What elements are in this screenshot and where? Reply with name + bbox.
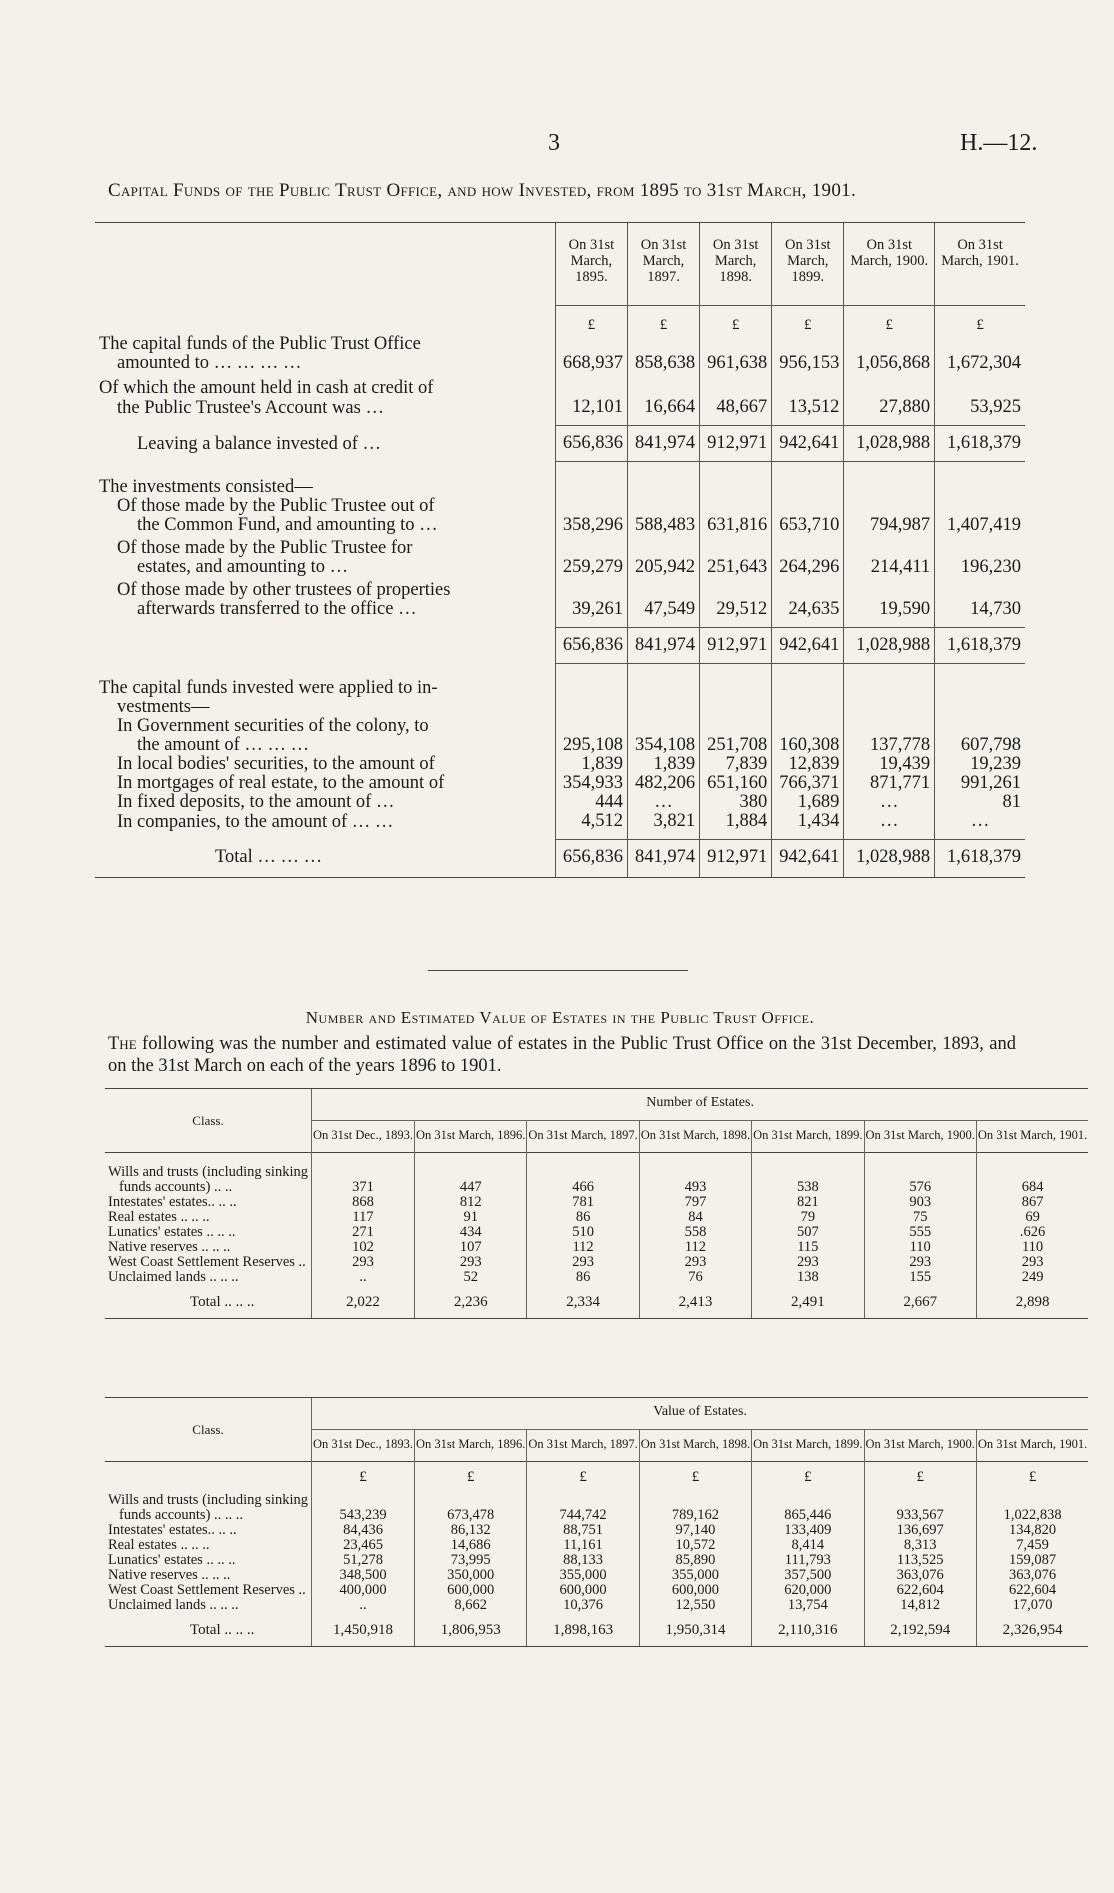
number-cell: 110 — [976, 1240, 1088, 1255]
balance-value: 1,618,379 — [935, 426, 1025, 462]
balance-value: 1,028,988 — [844, 426, 935, 462]
value-total: 1,950,314 — [639, 1613, 751, 1647]
class-label: Intestates' estates.. .. .. — [108, 1194, 237, 1210]
other-trustees-value: 14,730 — [935, 600, 1025, 628]
estates-title: Number and Estimated Value of Estates in the Public Trust Office. — [305, 1008, 815, 1027]
value-cell: 600,000 — [639, 1583, 751, 1598]
number-cell: 293 — [527, 1255, 639, 1270]
row-label: amounted to … … … … — [117, 353, 302, 373]
number-cell: 91 — [415, 1210, 527, 1225]
companies-value: 3,821 — [627, 812, 699, 840]
currency-symbol: £ — [752, 1462, 864, 1494]
number-cell: 555 — [864, 1225, 976, 1240]
number-cell: 249 — [976, 1270, 1088, 1285]
mortgages-value: 766,371 — [772, 774, 844, 793]
row-label: Leaving a balance invested of … — [137, 433, 381, 454]
common-fund-value: 1,407,419 — [935, 516, 1025, 535]
balance-value: 942,641 — [772, 426, 844, 462]
number-total: 2,236 — [415, 1285, 527, 1319]
value-cell: 1,022,838 — [976, 1508, 1088, 1523]
row-label: Of which the amount held in cash at credit of — [99, 378, 434, 398]
value-cell: 357,500 — [752, 1568, 864, 1583]
class-label: Lunatics' estates .. .. .. — [108, 1552, 236, 1568]
class-label: funds accounts) .. .. — [119, 1179, 233, 1195]
estates-value: 264,296 — [772, 558, 844, 577]
number-cell: 797 — [639, 1195, 751, 1210]
value-cell: 622,604 — [976, 1583, 1088, 1598]
page-number: 3 — [548, 130, 560, 156]
cash-value: 27,880 — [844, 398, 935, 426]
cash-value: 48,667 — [700, 398, 772, 426]
intro-text: following was the number and estimated value of estates in the Public Trust Office on the 31st December, 1893, and on the 31st March on each of the years 1896 to 1901. — [108, 1034, 1016, 1076]
total-value: 841,974 — [627, 840, 699, 878]
other-trustees-value: 29,512 — [700, 600, 772, 628]
capital-value: 668,937 — [555, 354, 627, 373]
value-cell: 23,465 — [312, 1538, 415, 1553]
value-total: 2,326,954 — [976, 1613, 1088, 1647]
column-header: On 31st Dec., 1893. — [312, 1430, 415, 1462]
number-cell: 75 — [864, 1210, 976, 1225]
cash-value: 12,101 — [555, 398, 627, 426]
number-cell: 79 — [752, 1210, 864, 1225]
value-total: 2,192,594 — [864, 1613, 976, 1647]
cash-value: 53,925 — [935, 398, 1025, 426]
number-cell: 538 — [752, 1180, 864, 1195]
estates-value: 251,643 — [700, 558, 772, 577]
local-bodies-value: 19,239 — [935, 755, 1025, 774]
mortgages-value: 651,160 — [700, 774, 772, 793]
value-cell: 348,500 — [312, 1568, 415, 1583]
column-header: On 31st March, 1900. — [864, 1121, 976, 1153]
number-total: 2,898 — [976, 1285, 1088, 1319]
class-label: Wills and trusts (including sinking — [108, 1164, 308, 1180]
government-securities-value: 251,708 — [700, 736, 772, 755]
value-cell: 111,793 — [752, 1553, 864, 1568]
number-cell: 510 — [527, 1225, 639, 1240]
column-header: On 31st March, 1895. — [555, 223, 627, 306]
number-cell: 271 — [312, 1225, 415, 1240]
value-cell: 14,812 — [864, 1598, 976, 1613]
capital-funds-title: Capital Funds of the Public Trust Office, and how Invested, from 1895 to 31st March, 1901. — [108, 180, 857, 201]
capital-value: 858,638 — [627, 354, 699, 373]
value-cell: 133,409 — [752, 1523, 864, 1538]
value-cell: 88,133 — [527, 1553, 639, 1568]
cash-value: 13,512 — [772, 398, 844, 426]
column-header: On 31st March, 1896. — [415, 1121, 527, 1153]
value-cell: 355,000 — [527, 1568, 639, 1583]
value-cell: 14,686 — [415, 1538, 527, 1553]
currency-symbol: £ — [700, 306, 772, 336]
class-label: Unclaimed lands .. .. .. — [108, 1597, 239, 1613]
number-of-estates-table — [105, 1088, 1088, 1319]
class-label: Intestates' estates.. .. .. — [108, 1522, 237, 1538]
total-value: 942,641 — [772, 840, 844, 878]
local-bodies-value: 7,839 — [700, 755, 772, 774]
companies-value: 4,512 — [555, 812, 627, 840]
value-cell: 88,751 — [527, 1523, 639, 1538]
class-label: Native reserves .. .. .. — [108, 1567, 231, 1583]
row-label: In mortgages of real estate, to the amount of — [117, 773, 445, 793]
value-cell: 865,446 — [752, 1508, 864, 1523]
number-cell: 868 — [312, 1195, 415, 1210]
table-row — [105, 1568, 1088, 1583]
class-label: Real estates .. .. .. — [108, 1537, 210, 1553]
fixed-deposits-value: … — [844, 793, 935, 812]
currency-symbol: £ — [935, 306, 1025, 336]
number-group-header: Number of Estates. — [312, 1089, 1089, 1121]
number-cell: 117 — [312, 1210, 415, 1225]
value-cell: 13,754 — [752, 1598, 864, 1613]
common-fund-value: 653,710 — [772, 516, 844, 535]
row-label: the amount of … … … — [137, 735, 310, 755]
balance-value: 656,836 — [555, 426, 627, 462]
value-cell: .. — [312, 1598, 415, 1613]
class-label: funds accounts) .. .. .. — [119, 1507, 244, 1523]
number-cell: 107 — [415, 1240, 527, 1255]
currency-symbol: £ — [627, 306, 699, 336]
number-total: 2,667 — [864, 1285, 976, 1319]
column-header: On 31st March, 1898. — [639, 1430, 751, 1462]
government-securities-value: 607,798 — [935, 736, 1025, 755]
table-row — [105, 1195, 1088, 1210]
value-cell: 10,572 — [639, 1538, 751, 1553]
number-cell: 115 — [752, 1240, 864, 1255]
value-cell: 8,662 — [415, 1598, 527, 1613]
value-cell: 134,820 — [976, 1523, 1088, 1538]
number-cell: 507 — [752, 1225, 864, 1240]
number-cell: 293 — [415, 1255, 527, 1270]
value-cell: 789,162 — [639, 1508, 751, 1523]
number-cell: 293 — [639, 1255, 751, 1270]
value-total: 1,806,953 — [415, 1613, 527, 1647]
common-fund-value: 631,816 — [700, 516, 772, 535]
total-value: 912,971 — [700, 840, 772, 878]
value-cell: 97,140 — [639, 1523, 751, 1538]
class-label: Real estates .. .. .. — [108, 1209, 210, 1225]
column-header: On 31st March, 1898. — [700, 223, 772, 306]
row-label: Of those made by the Public Trustee for — [117, 537, 413, 558]
value-cell: 363,076 — [864, 1568, 976, 1583]
local-bodies-value: 1,839 — [627, 755, 699, 774]
other-trustees-value: 39,261 — [555, 600, 627, 628]
total-label: Total .. .. .. — [105, 1613, 312, 1647]
class-header: Class. — [105, 1398, 312, 1462]
other-trustees-value: 24,635 — [772, 600, 844, 628]
row-label: The capital funds of the Public Trust Office — [99, 334, 421, 354]
government-securities-value: 354,108 — [627, 736, 699, 755]
value-cell: 620,000 — [752, 1583, 864, 1598]
number-total: 2,334 — [527, 1285, 639, 1319]
number-cell: 903 — [864, 1195, 976, 1210]
number-cell: 293 — [864, 1255, 976, 1270]
value-cell: 8,414 — [752, 1538, 864, 1553]
intro-first-word: The — [108, 1034, 137, 1054]
number-cell: 52 — [415, 1270, 527, 1285]
value-cell: 744,742 — [527, 1508, 639, 1523]
value-cell: 12,550 — [639, 1598, 751, 1613]
section-divider — [428, 970, 688, 971]
fixed-deposits-value: 1,689 — [772, 793, 844, 812]
number-cell: 86 — [527, 1270, 639, 1285]
total-label: Total .. .. .. — [105, 1285, 312, 1319]
section-heading: vestments— — [117, 697, 210, 717]
estates-intro — [108, 1033, 1016, 1077]
table-row — [105, 1225, 1088, 1240]
table-row — [105, 1255, 1088, 1270]
number-cell: 76 — [639, 1270, 751, 1285]
currency-symbol: £ — [312, 1462, 415, 1494]
value-cell: 10,376 — [527, 1598, 639, 1613]
government-securities-value: 295,108 — [555, 736, 627, 755]
number-cell: 466 — [527, 1180, 639, 1195]
mortgages-value: 871,771 — [844, 774, 935, 793]
number-cell: 110 — [864, 1240, 976, 1255]
value-cell: 85,890 — [639, 1553, 751, 1568]
table-row — [105, 1538, 1088, 1553]
subtotal-value: 912,971 — [700, 627, 772, 663]
estates-value: 259,279 — [555, 558, 627, 577]
column-header: On 31st March, 1899. — [772, 223, 844, 306]
column-header: On 31st March, 1897. — [527, 1121, 639, 1153]
value-cell: 136,697 — [864, 1523, 976, 1538]
number-cell: 867 — [976, 1195, 1088, 1210]
value-cell: 363,076 — [976, 1568, 1088, 1583]
row-label: afterwards transferred to the office … — [137, 599, 417, 619]
value-cell: 400,000 — [312, 1583, 415, 1598]
value-cell: 17,070 — [976, 1598, 1088, 1613]
value-cell: 355,000 — [639, 1568, 751, 1583]
table-row — [105, 1240, 1088, 1255]
currency-symbol: £ — [555, 306, 627, 336]
number-cell: 155 — [864, 1270, 976, 1285]
row-label: the Public Trustee's Account was … — [117, 397, 384, 418]
value-cell: 933,567 — [864, 1508, 976, 1523]
mortgages-value: 354,933 — [555, 774, 627, 793]
column-header: On 31st March, 1901. — [976, 1121, 1088, 1153]
value-cell: 622,604 — [864, 1583, 976, 1598]
subtotal-value: 1,618,379 — [935, 627, 1025, 663]
class-label: Wills and trusts (including sinking — [108, 1492, 308, 1508]
subtotal-value: 841,974 — [627, 627, 699, 663]
number-cell: 293 — [752, 1255, 864, 1270]
column-header: On 31st March, 1897. — [527, 1430, 639, 1462]
number-cell: 576 — [864, 1180, 976, 1195]
currency-symbol: £ — [864, 1462, 976, 1494]
row-label: estates, and amounting to … — [137, 556, 349, 577]
row-label: In fixed deposits, to the amount of … — [117, 792, 395, 812]
mortgages-value: 482,206 — [627, 774, 699, 793]
value-cell: 8,313 — [864, 1538, 976, 1553]
number-cell: 102 — [312, 1240, 415, 1255]
document-reference: H.—12. — [960, 130, 1038, 156]
local-bodies-value: 1,839 — [555, 755, 627, 774]
capital-funds-table — [95, 222, 1025, 878]
number-total: 2,413 — [639, 1285, 751, 1319]
companies-value: 1,434 — [772, 812, 844, 840]
class-header: Class. — [105, 1089, 312, 1153]
subtotal-value: 1,028,988 — [844, 627, 935, 663]
local-bodies-value: 12,839 — [772, 755, 844, 774]
currency-symbol: £ — [772, 306, 844, 336]
column-header: On 31st March, 1901. — [976, 1430, 1088, 1462]
value-total: 1,898,163 — [527, 1613, 639, 1647]
currency-symbol: £ — [844, 306, 935, 336]
section-heading: The investments consisted— — [99, 476, 313, 497]
column-header: On 31st Dec., 1893. — [312, 1121, 415, 1153]
government-securities-value: 137,778 — [844, 736, 935, 755]
table-row — [105, 1210, 1088, 1225]
row-label: In companies, to the amount of … … — [117, 811, 394, 832]
table-row — [105, 1508, 1088, 1523]
balance-value: 841,974 — [627, 426, 699, 462]
currency-symbol: £ — [639, 1462, 751, 1494]
value-cell: 350,000 — [415, 1568, 527, 1583]
estates-value: 214,411 — [844, 558, 935, 577]
companies-value: 1,884 — [700, 812, 772, 840]
class-label: West Coast Settlement Reserves .. — [108, 1254, 306, 1270]
table-row — [105, 1270, 1088, 1285]
currency-symbol: £ — [415, 1462, 527, 1494]
common-fund-value: 358,296 — [555, 516, 627, 535]
number-cell: 112 — [527, 1240, 639, 1255]
value-of-estates-table — [105, 1397, 1088, 1647]
value-cell: 159,087 — [976, 1553, 1088, 1568]
balance-value: 912,971 — [700, 426, 772, 462]
row-label: In Government securities of the colony, to — [117, 716, 429, 736]
value-cell: 86,132 — [415, 1523, 527, 1538]
total-value: 1,618,379 — [935, 840, 1025, 878]
number-cell: 293 — [312, 1255, 415, 1270]
column-header: On 31st March, 1896. — [415, 1430, 527, 1462]
number-cell: 812 — [415, 1195, 527, 1210]
common-fund-value: 794,987 — [844, 516, 935, 535]
column-header: On 31st March, 1899. — [752, 1430, 864, 1462]
table-row — [105, 1553, 1088, 1568]
mortgages-value: 991,261 — [935, 774, 1025, 793]
column-header: On 31st March, 1898. — [639, 1121, 751, 1153]
row-label: In local bodies' securities, to the amount of — [117, 754, 435, 774]
capital-value: 1,056,868 — [844, 354, 935, 373]
number-cell: 684 — [976, 1180, 1088, 1195]
value-cell: 600,000 — [527, 1583, 639, 1598]
value-cell: 543,239 — [312, 1508, 415, 1523]
capital-value: 956,153 — [772, 354, 844, 373]
number-cell: 84 — [639, 1210, 751, 1225]
number-cell: .626 — [976, 1225, 1088, 1240]
table-row — [105, 1598, 1088, 1613]
number-cell: 493 — [639, 1180, 751, 1195]
capital-value: 961,638 — [700, 354, 772, 373]
row-label: the Common Fund, and amounting to … — [137, 514, 438, 535]
number-cell: 138 — [752, 1270, 864, 1285]
number-cell: 434 — [415, 1225, 527, 1240]
other-trustees-value: 19,590 — [844, 600, 935, 628]
number-cell: 293 — [976, 1255, 1088, 1270]
class-label: West Coast Settlement Reserves .. — [108, 1582, 306, 1598]
number-total: 2,491 — [752, 1285, 864, 1319]
number-cell: 69 — [976, 1210, 1088, 1225]
companies-value: … — [844, 812, 935, 840]
fixed-deposits-value: 380 — [700, 793, 772, 812]
number-cell: 112 — [639, 1240, 751, 1255]
row-label: Of those made by the Public Trustee out of — [117, 495, 435, 516]
value-total: 2,110,316 — [752, 1613, 864, 1647]
number-cell: 447 — [415, 1180, 527, 1195]
class-label: Native reserves .. .. .. — [108, 1239, 231, 1255]
table-row — [105, 1180, 1088, 1195]
column-header: On 31st March, 1900. — [844, 223, 935, 306]
section-heading: The capital funds invested were applied to in- — [99, 678, 438, 698]
other-trustees-value: 47,549 — [627, 600, 699, 628]
value-cell: 84,436 — [312, 1523, 415, 1538]
government-securities-value: 160,308 — [772, 736, 844, 755]
currency-symbol: £ — [976, 1462, 1088, 1494]
estates-value: 205,942 — [627, 558, 699, 577]
capital-value: 1,672,304 — [935, 354, 1025, 373]
value-group-header: Value of Estates. — [312, 1398, 1089, 1430]
value-cell: 673,478 — [415, 1508, 527, 1523]
fixed-deposits-value: … — [627, 793, 699, 812]
total-value: 1,028,988 — [844, 840, 935, 878]
number-cell: 781 — [527, 1195, 639, 1210]
table-row — [105, 1523, 1088, 1538]
number-cell: 86 — [527, 1210, 639, 1225]
fixed-deposits-value: 444 — [555, 793, 627, 812]
subtotal-value: 942,641 — [772, 627, 844, 663]
cash-value: 16,664 — [627, 398, 699, 426]
column-header: On 31st March, 1901. — [935, 223, 1025, 306]
value-cell: 51,278 — [312, 1553, 415, 1568]
number-total: 2,022 — [312, 1285, 415, 1319]
total-value: 656,836 — [555, 840, 627, 878]
estates-value: 196,230 — [935, 558, 1025, 577]
subtotal-value: 656,836 — [555, 627, 627, 663]
common-fund-value: 588,483 — [627, 516, 699, 535]
column-header: On 31st March, 1897. — [627, 223, 699, 306]
class-label: Lunatics' estates .. .. .. — [108, 1224, 236, 1240]
value-cell: 113,525 — [864, 1553, 976, 1568]
class-label: Unclaimed lands .. .. .. — [108, 1269, 239, 1285]
column-header: On 31st March, 1899. — [752, 1121, 864, 1153]
number-cell: 558 — [639, 1225, 751, 1240]
number-cell: 821 — [752, 1195, 864, 1210]
local-bodies-value: 19,439 — [844, 755, 935, 774]
currency-symbol: £ — [527, 1462, 639, 1494]
companies-value: … — [935, 812, 1025, 840]
row-label: Of those made by other trustees of properties — [117, 579, 451, 600]
value-cell: 73,995 — [415, 1553, 527, 1568]
number-cell: .. — [312, 1270, 415, 1285]
fixed-deposits-value: 81 — [935, 793, 1025, 812]
value-total: 1,450,918 — [312, 1613, 415, 1647]
total-label: Total … … … — [95, 840, 555, 878]
value-cell: 11,161 — [527, 1538, 639, 1553]
value-cell: 600,000 — [415, 1583, 527, 1598]
column-header: On 31st March, 1900. — [864, 1430, 976, 1462]
table-row — [105, 1583, 1088, 1598]
value-cell: 7,459 — [976, 1538, 1088, 1553]
number-cell: 371 — [312, 1180, 415, 1195]
